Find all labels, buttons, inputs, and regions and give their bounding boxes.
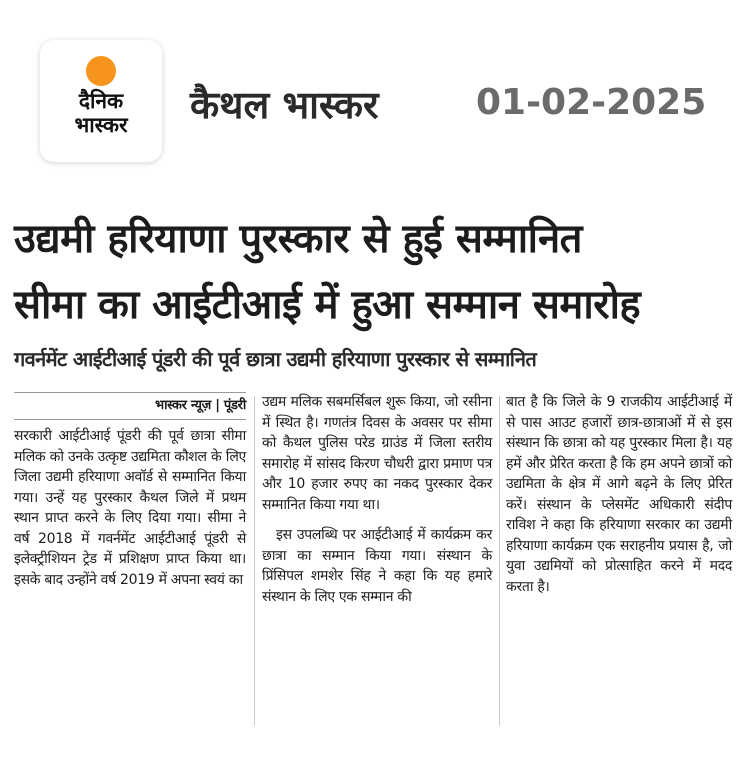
column-divider <box>254 396 255 726</box>
sun-dot-icon <box>86 56 116 86</box>
clipping-header <box>0 0 742 180</box>
column-divider <box>499 396 500 726</box>
headline-line1: उद्यमी हरियाणा पुरस्कार से हुई सम्मानित <box>14 216 582 262</box>
column-1-text: सरकारी आईटीआई पूंडरी की पूर्व छात्रा सीमा मलिक को उनके उत्कृष्ट उद्यमिता कौशल के लिए जिला उद्यमी हरियाणा अवॉर्ड से सम्मानित किया गया। उन्हें यह पुरस्कार कैथल जिले में प्रथम स्थान प्राप्त करने के लिए दिया गया। सीमा ने वर्ष 2018 में गवर्नमेंट आईटीआई पूंडरी से इलेक्ट्रीशियन ट्रेड में प्रशिक्षण प्राप्त किया था। इसके बाद उन्होंने वर्ष 2019 में अपना स्वयं का <box>14 428 246 588</box>
headline-line2: सीमा का आईटीआई में हुआ सम्मान समारोह <box>14 282 641 328</box>
edition-date: 01-02-2025 <box>476 82 707 123</box>
byline: भास्कर न्यूज़ | पूंडरी <box>14 392 246 420</box>
logo-text-line1: दैनिक <box>78 89 124 113</box>
column-2-text-part2: इस उपलब्धि पर आईटीआई में कार्यक्रम कर छात्रा का सम्मान किया गया। संस्थान के प्रिंसिपल शमशेर सिंह ने कहा कि यह हमारे संस्थान के लिए एक सम्मान की <box>262 527 492 605</box>
subheadline: गवर्नमेंट आईटीआई पूंडरी की पूर्व छात्रा उद्यमी हरियाणा पुरस्कार से सम्मानित <box>14 347 537 371</box>
logo-text-line2: भास्कर <box>74 113 128 137</box>
article-column-1 <box>14 392 246 590</box>
newspaper-logo <box>40 40 162 162</box>
column-3-text: बात है कि जिले के 9 राजकीय आईटीआई में से पास आउट हजारों छात्र-छात्राओं में से इस संस्थान कि छात्रा को यह पुरस्कार मिला है। यह हमें और प्रेरित करता है कि हम अपने छात्रों को उद्यमिता के क्षेत्र में आगे बढ़ने के लिए प्रेरित करें। संस्थान के प्लेसमेंट अधिकारी संदीप राविश ने कहा कि हरियाणा सरकार का उद्यमी हरियाणा कार्यक्रम एक सराहनीय प्रयास है, जो युवा उद्यमियों को प्रोत्साहित करने में मदद करता है। <box>506 394 732 595</box>
column-2-text-part1: उद्यम मलिक सबमर्सिबल शुरू किया, जो रसीना में स्थित है। गणतंत्र दिवस के अवसर पर सीमा को कैथल पुलिस परेड ग्राउंड में जिला स्तरीय समारोह में सांसद किरण चौधरी द्वारा प्रमाण पत्र और 10 हजार रुपए का नकद पुरस्कार देकर सम्मानित किया गया था। <box>262 394 492 513</box>
article-column-3 <box>506 392 732 597</box>
article-column-2 <box>262 392 492 607</box>
edition-name: कैथल भास्कर <box>190 83 379 127</box>
